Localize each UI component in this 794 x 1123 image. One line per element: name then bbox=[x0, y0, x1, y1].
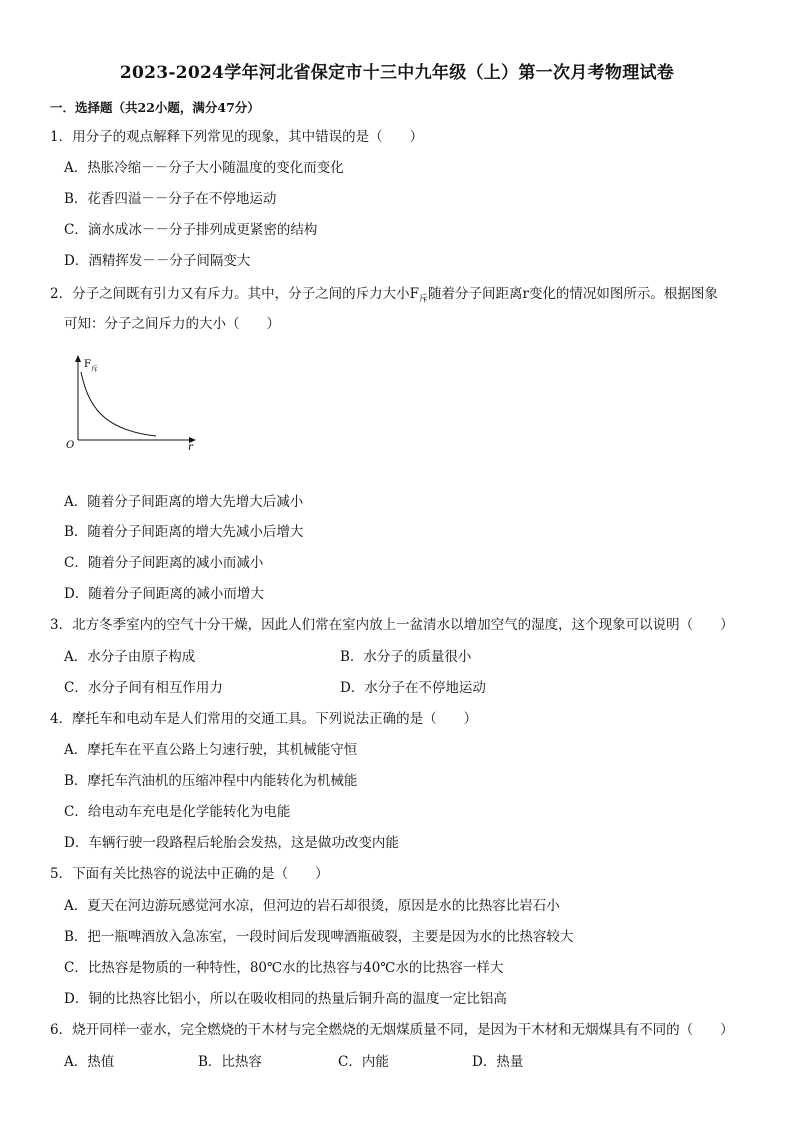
question-2-stem bbox=[50, 284, 754, 310]
y-axis-label-subscript: 斥 bbox=[91, 365, 98, 373]
q4-option-c: C．给电动车充电是化学能转化为电能 bbox=[64, 804, 291, 820]
q2-stem-part2: 随着分子间距离r变化的情况如图所示。根据图象 bbox=[427, 286, 718, 302]
question-3-stem: 3．北方冬季室内的空气十分干燥，因此人们常在室内放上一盆清水以增加空气的湿度，这个现象可以说明（ ） bbox=[50, 617, 734, 633]
question-6-stem: 6．烧开同样一壶水，完全燃烧的干木材与完全燃烧的无烟煤质量不同，是因为干木材和无烟煤具有不同的（ ） bbox=[50, 1022, 734, 1038]
q6-option-a: A．热值 bbox=[64, 1054, 115, 1070]
q5-option-c: C．比热容是物质的一种特性，80℃水的比热容与40℃水的比热容一样大 bbox=[64, 960, 504, 976]
page-title: 2023-2024学年河北省保定市十三中九年级（上）第一次月考物理试卷 bbox=[119, 63, 675, 83]
question-2-stem-line2: 可知：分子之间斥力的大小（ ） bbox=[64, 316, 280, 332]
question-1-stem: 1．用分子的观点解释下列常见的现象，其中错误的是（ ） bbox=[50, 129, 424, 145]
q4-option-b: B．摩托车汽油机的压缩冲程中内能转化为机械能 bbox=[64, 773, 358, 789]
q2-stem-subscript: 斥 bbox=[418, 294, 428, 305]
q1-option-a: A．热胀冷缩－－分子大小随温度的变化而变化 bbox=[64, 160, 344, 176]
q5-option-a: A．夏天在河边游玩感觉河水凉，但河边的岩石却很烫，原因是水的比热容比岩石小 bbox=[64, 898, 560, 914]
q5-option-d: D．铜的比热容比铝小，所以在吸收相同的热量后铜升高的温度一定比铝高 bbox=[64, 991, 507, 1007]
q1-option-d: D．酒精挥发－－分子间隔变大 bbox=[64, 253, 251, 269]
q2-stem-part1: 2．分子之间既有引力又有斥力。其中，分子之间的斥力大小F bbox=[50, 286, 419, 302]
q5-option-b: B．把一瓶啤酒放入急冻室，一段时间后发现啤酒瓶破裂，主要是因为水的比热容较大 bbox=[64, 929, 574, 945]
q6-option-b: B．比热容 bbox=[198, 1054, 262, 1070]
question-5-stem: 5．下面有关比热容的说法中正确的是（ ） bbox=[50, 866, 329, 882]
y-axis-arrow bbox=[75, 355, 81, 362]
y-axis-label: F bbox=[84, 359, 91, 370]
origin-label: O bbox=[66, 440, 75, 450]
q3-option-a: A．水分子由原子构成 bbox=[64, 649, 196, 665]
question-4-stem: 4．摩托车和电动车是人们常用的交通工具。下列说法正确的是（ ） bbox=[50, 711, 478, 727]
q3-option-b: B．水分子的质量很小 bbox=[340, 649, 472, 665]
repulsion-curve bbox=[81, 372, 156, 436]
q6-option-d: D．热量 bbox=[472, 1054, 524, 1070]
x-axis-label: r bbox=[188, 442, 193, 450]
q2-option-c: C．随着分子间距离的减小而减小 bbox=[64, 555, 264, 571]
q1-option-c: C．滴水成冰－－分子排列成更紧密的结构 bbox=[64, 222, 318, 238]
section-heading: 一．选择题（共22小题，满分47分） bbox=[50, 100, 260, 115]
q6-option-c: C．内能 bbox=[338, 1054, 389, 1070]
q2-option-b: B．随着分子间距离的增大先减小后增大 bbox=[64, 524, 304, 540]
q1-option-b: B．花香四溢－－分子在不停地运动 bbox=[64, 191, 277, 207]
repulsion-force-graph bbox=[62, 350, 212, 450]
q2-option-d: D．随着分子间距离的减小而增大 bbox=[64, 586, 264, 602]
q3-option-c: C．水分子间有相互作用力 bbox=[64, 680, 223, 696]
q2-option-a: A．随着分子间距离的增大先增大后减小 bbox=[64, 494, 304, 510]
q4-option-d: D．车辆行驶一段路程后轮胎会发热，这是做功改变内能 bbox=[64, 835, 399, 851]
q4-option-a: A．摩托车在平直公路上匀速行驶，其机械能守恒 bbox=[64, 742, 358, 758]
q3-option-d: D．水分子在不停地运动 bbox=[340, 680, 486, 696]
